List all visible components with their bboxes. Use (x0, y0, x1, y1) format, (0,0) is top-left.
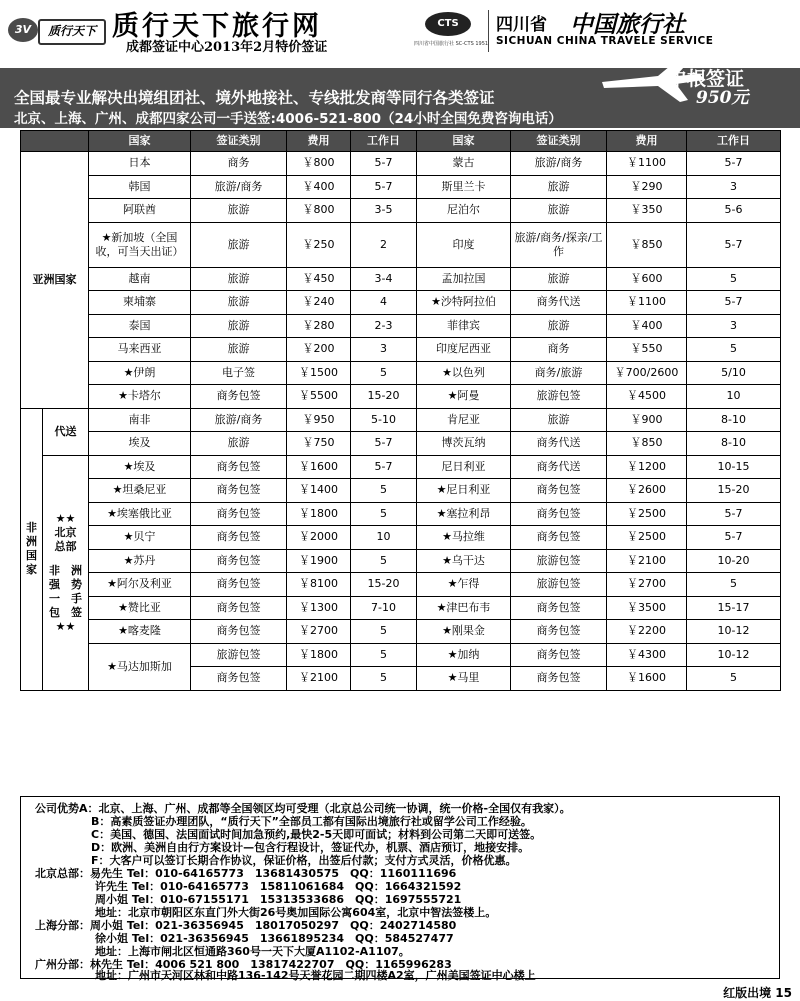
table-cell: ★津巴布韦 (417, 596, 511, 620)
table-header-cell: 费用 (287, 131, 351, 152)
table-cell: ★马拉维 (417, 526, 511, 550)
table-cell: ￥280 (287, 314, 351, 338)
table-cell: ￥2700 (607, 573, 687, 597)
table-cell: 3-4 (351, 267, 417, 291)
visa-price-table (20, 130, 780, 795)
page-number: 红版出境 15 (723, 986, 792, 1000)
table-cell: ￥600 (607, 267, 687, 291)
footer-contact-beijing-2: 许先生 Tel：010-64165773 15811061684 QQ：1664321592 (95, 880, 462, 893)
region-label-africa (21, 408, 43, 690)
subgroup-label-beijing-line: 北京 (54, 525, 77, 539)
table-cell: ★埃塞俄比亚 (89, 502, 191, 526)
table-cell: ￥1800 (287, 502, 351, 526)
table-cell: 旅游/商务/探亲/工作 (511, 222, 607, 267)
table-cell: 旅游 (511, 267, 607, 291)
table-cell: 5-10 (351, 408, 417, 432)
table-cell: ￥750 (287, 432, 351, 456)
table-cell: 商务包签 (511, 479, 607, 503)
table-cell: 商务包签 (191, 502, 287, 526)
region-label-africa-char: 家 (26, 563, 37, 576)
footer-contact-guangzhou: 广州分部：林先生 Tel：4006 521 800 13817422707 QQ：1165996283 (35, 958, 452, 971)
table-row (21, 455, 781, 479)
table-cell: ★贝宁 (89, 526, 191, 550)
table-cell: ￥4300 (607, 643, 687, 667)
table-cell: ￥290 (607, 175, 687, 199)
table-cell: 5 (687, 267, 781, 291)
table-cell: 商务包签 (191, 455, 287, 479)
table-cell: 2 (351, 222, 417, 267)
table-cell: ★加纳 (417, 643, 511, 667)
table-cell: 商务包签 (191, 479, 287, 503)
table-cell: 5-7 (351, 152, 417, 176)
brand-logo-mark: 3V (8, 18, 38, 42)
table-cell: 15-20 (351, 573, 417, 597)
table-cell: 3 (351, 338, 417, 362)
table-cell: ￥4500 (607, 385, 687, 409)
table-cell: 8-10 (687, 408, 781, 432)
table-cell: 5 (351, 502, 417, 526)
table-cell: ￥950 (287, 408, 351, 432)
table-row (21, 643, 781, 667)
subgroup-label-beijing-line: ★★ (55, 619, 76, 633)
table-cell: 5-7 (687, 526, 781, 550)
table-cell: ★赞比亚 (89, 596, 191, 620)
table-cell: 旅游 (191, 432, 287, 456)
table-row (21, 549, 781, 573)
table-row (21, 338, 781, 362)
table-cell: 泰国 (89, 314, 191, 338)
table-cell: 5-6 (687, 199, 781, 223)
table-cell: 旅游/商务 (511, 152, 607, 176)
table-cell: 商务/旅游 (511, 361, 607, 385)
table-row (21, 175, 781, 199)
table-cell: ￥700/2600 (607, 361, 687, 385)
brand-logo (8, 14, 103, 46)
table-cell: ★马达加斯加 (89, 643, 191, 690)
table-cell: ￥5500 (287, 385, 351, 409)
table-cell: ￥1200 (607, 455, 687, 479)
table-cell: ￥240 (287, 291, 351, 315)
table-cell: 商务包签 (191, 385, 287, 409)
table-row (21, 620, 781, 644)
table-row (21, 314, 781, 338)
table-row (21, 432, 781, 456)
table-cell: 旅游 (191, 199, 287, 223)
footer-line-advantage-f: F：大客户可以签订长期合作协议，保证价格，出签后付款；支付方式灵活，价格优惠。 (91, 854, 517, 867)
table-cell: ★刚果金 (417, 620, 511, 644)
table-cell: ￥250 (287, 222, 351, 267)
banner-slogan: 全国最专业解决出境组团社、境外地接社、专线批发商等同行各类签证 (14, 89, 495, 107)
table-cell: 旅游 (191, 267, 287, 291)
table-cell: 5-7 (687, 222, 781, 267)
footer-address-guangzhou: 地址：广州市天河区林和中路136-142号天誉花园二期四楼A2室，广州美国签证中心楼上 (95, 969, 536, 982)
table-header-cell: 工作日 (687, 131, 781, 152)
table-cell: 商务包签 (511, 620, 607, 644)
table-cell: 5 (351, 361, 417, 385)
company-info-footer (20, 796, 780, 982)
table-cell: ￥2000 (287, 526, 351, 550)
table-cell: ￥350 (607, 199, 687, 223)
table-cell: 旅游 (511, 314, 607, 338)
table-body (21, 152, 781, 691)
table-row (21, 361, 781, 385)
table-cell: 5-7 (687, 502, 781, 526)
table-cell: ★卡塔尔 (89, 385, 191, 409)
table-row (21, 408, 781, 432)
table-cell: 10-15 (687, 455, 781, 479)
table-cell: 柬埔寨 (89, 291, 191, 315)
table-cell: ￥3500 (607, 596, 687, 620)
table-cell: 5 (687, 338, 781, 362)
table-cell: 韩国 (89, 175, 191, 199)
table-cell: ￥800 (287, 152, 351, 176)
table-cell: 旅游包签 (511, 549, 607, 573)
footer-line-advantage-c: C：美国、德国、法国面试时间加急预约,最快2-5天即可面试；材料到公司第二天即可送签。 (91, 828, 542, 841)
table-cell: 商务代送 (511, 432, 607, 456)
table-cell: 旅游 (511, 175, 607, 199)
table-row (21, 267, 781, 291)
table-row (21, 596, 781, 620)
cts-logo-caption: 四川省中国旅行社 SC-CTS 1951 (414, 41, 489, 47)
table-cell: ￥1800 (287, 643, 351, 667)
table-header-cell: 费用 (607, 131, 687, 152)
header-divider (488, 10, 489, 52)
footer-address-shanghai: 地址：上海市闸北区恒通路360号一天下大厦A1102-A1107。 (95, 945, 410, 958)
table-cell: 5 (687, 573, 781, 597)
table-cell: ￥2500 (607, 526, 687, 550)
table-cell: ￥1600 (287, 455, 351, 479)
table-cell: 旅游 (191, 291, 287, 315)
cts-brand: 中国旅行社 (570, 11, 685, 38)
table-cell: 商务包签 (511, 643, 607, 667)
subgroup-label-beijing-line: 强 势 (49, 577, 82, 591)
table-cell: 5-7 (351, 455, 417, 479)
table-cell: ￥900 (607, 408, 687, 432)
region-label-africa-char: 非 (26, 521, 37, 534)
table-cell: ★苏丹 (89, 549, 191, 573)
table-header-cell: 签证类别 (191, 131, 287, 152)
table-row (21, 573, 781, 597)
table-cell: ￥400 (287, 175, 351, 199)
table-cell: 尼日利亚 (417, 455, 511, 479)
table-cell: 印度尼西亚 (417, 338, 511, 362)
table-header-cell: 国家 (89, 131, 191, 152)
table-cell: 3 (687, 314, 781, 338)
table-cell: ￥2200 (607, 620, 687, 644)
table-cell: ￥2500 (607, 502, 687, 526)
table-cell: 商务代送 (511, 291, 607, 315)
footer-contact-beijing-3: 周小姐 Tel：010-67155171 15313533686 QQ：1697555721 (95, 893, 462, 906)
table-cell: ★以色列 (417, 361, 511, 385)
table-cell: 商务包签 (191, 573, 287, 597)
table-cell: 电子签 (191, 361, 287, 385)
footer-line-advantage-d: D：欧洲、美洲自由行方案设计—包含行程设计，签证代办，机票、酒店预订，地接安排。 (91, 841, 530, 854)
table-cell: 阿联酋 (89, 199, 191, 223)
table-cell: ￥200 (287, 338, 351, 362)
table-cell: 商务包签 (511, 502, 607, 526)
table-header-region (21, 131, 89, 152)
table-cell: 5/10 (687, 361, 781, 385)
table-row (21, 222, 781, 267)
table-cell: 商务包签 (191, 549, 287, 573)
table-cell: ￥1300 (287, 596, 351, 620)
table-cell: ￥2100 (607, 549, 687, 573)
footer-address-beijing: 地址：北京市朝阳区东直门外大街26号奥加国际公寓604室，北京中智法签楼上。 (95, 906, 497, 919)
table-cell: 商务包签 (511, 667, 607, 691)
table-cell: 商务包签 (191, 596, 287, 620)
table-cell: 日本 (89, 152, 191, 176)
table-cell: ★坦桑尼亚 (89, 479, 191, 503)
footer-line-advantage-b: B：高素质签证办理团队，“质行天下”全部员工都有国际出境旅行社或留学公司工作经验。 (91, 815, 532, 828)
table-cell: 商务包签 (191, 667, 287, 691)
table-cell: 3 (687, 175, 781, 199)
table-row (21, 479, 781, 503)
table-cell: ★沙特阿拉伯 (417, 291, 511, 315)
table-cell: 10 (351, 526, 417, 550)
table-cell: 5 (351, 620, 417, 644)
subgroup-label-beijing-line (45, 554, 86, 564)
table-cell: ★塞拉利昂 (417, 502, 511, 526)
table-cell: ￥2700 (287, 620, 351, 644)
table-cell: 旅游 (511, 408, 607, 432)
schengen-visa-price: 950元 (696, 88, 749, 108)
subgroup-label-beijing-line: 总部 (54, 539, 77, 553)
table-cell: ￥800 (287, 199, 351, 223)
site-subtitle: 成都签证中心2013年2月特价签证 (126, 40, 328, 55)
table-cell: ￥1500 (287, 361, 351, 385)
table-cell: 15-20 (687, 479, 781, 503)
table-cell: 10-12 (687, 643, 781, 667)
table-cell: 商务 (511, 338, 607, 362)
table-cell: 旅游 (191, 222, 287, 267)
table-cell: ￥2100 (287, 667, 351, 691)
table-cell: ★马里 (417, 667, 511, 691)
table-cell: 3-5 (351, 199, 417, 223)
table-cell: 15-20 (351, 385, 417, 409)
table-cell: 5 (351, 667, 417, 691)
subgroup-label-beijing-line: ★★ (55, 511, 76, 525)
banner-hotline: 北京、上海、广州、成都四家公司一手送签:4006-521-800（24小时全国免费咨询电话） (14, 111, 562, 127)
table-cell: ￥450 (287, 267, 351, 291)
table-cell: 5-7 (351, 432, 417, 456)
table-cell: 8-10 (687, 432, 781, 456)
table-cell: ★阿曼 (417, 385, 511, 409)
cts-province: 四川省 (496, 15, 547, 35)
table-cell: 商务包签 (511, 596, 607, 620)
table-cell: 商务 (191, 152, 287, 176)
subgroup-label-beijing-line: 非 洲 (49, 563, 82, 577)
table-row (21, 502, 781, 526)
table-cell: 15-17 (687, 596, 781, 620)
table-cell: 5-7 (687, 152, 781, 176)
table-cell: ★阿尔及利亚 (89, 573, 191, 597)
table-cell: 5-7 (687, 291, 781, 315)
table-cell: 旅游包签 (511, 385, 607, 409)
table-cell: 2-3 (351, 314, 417, 338)
table-cell: 5 (687, 667, 781, 691)
table-cell: ￥1600 (607, 667, 687, 691)
table-cell: ★尼日利亚 (417, 479, 511, 503)
table-cell: 旅游包签 (191, 643, 287, 667)
table-cell: 10 (687, 385, 781, 409)
footer-line-advantage-a: 公司优势A：北京、上海、广州、成都等全国领区均可受理（北京总公司统一协调，统一价格-全国仅有我家）。 (35, 802, 571, 815)
table-cell: 旅游 (511, 199, 607, 223)
table-cell: 越南 (89, 267, 191, 291)
table-cell: 马来西亚 (89, 338, 191, 362)
table-cell: ★乍得 (417, 573, 511, 597)
brand-logo-text: 质行天下 (38, 19, 106, 45)
table-cell: 肯尼亚 (417, 408, 511, 432)
cts-english-name: SICHUAN CHINA TRAVELE SERVICE (496, 35, 714, 47)
table-cell: 旅游 (191, 338, 287, 362)
table-cell: 5 (351, 549, 417, 573)
table-cell: 4 (351, 291, 417, 315)
region-label-asia: 亚洲国家 (21, 152, 89, 409)
table-cell: 旅游 (191, 314, 287, 338)
table-cell: 南非 (89, 408, 191, 432)
region-label-africa-char: 国 (26, 549, 37, 562)
table-cell: ￥850 (607, 222, 687, 267)
table-row (21, 291, 781, 315)
table-cell: ￥400 (607, 314, 687, 338)
table-cell: ￥1900 (287, 549, 351, 573)
table-cell: ★喀麦隆 (89, 620, 191, 644)
table-cell: ★乌干达 (417, 549, 511, 573)
table-cell: 5 (351, 479, 417, 503)
subgroup-label-beijing-line: 一 手 (49, 591, 82, 605)
table-cell: ★新加坡（全国收，可当天出证） (89, 222, 191, 267)
table-cell: 菲律宾 (417, 314, 511, 338)
footer-contact-shanghai-2: 徐小姐 Tel：021-36356945 13661895234 QQ：584527477 (95, 932, 454, 945)
table-row (21, 152, 781, 176)
table-cell: ★埃及 (89, 455, 191, 479)
table-header-row (21, 131, 781, 152)
table-cell: 商务包签 (191, 620, 287, 644)
table-cell: 商务代送 (511, 455, 607, 479)
table-cell: ★伊朗 (89, 361, 191, 385)
table-cell: 印度 (417, 222, 511, 267)
table-cell: ￥2600 (607, 479, 687, 503)
table-row (21, 385, 781, 409)
subgroup-label-beijing-line: 包 签 (49, 605, 82, 619)
table-cell: ￥1100 (607, 152, 687, 176)
table-cell: 博茨瓦纳 (417, 432, 511, 456)
table-cell: ￥550 (607, 338, 687, 362)
table-cell: 旅游/商务 (191, 408, 287, 432)
table-cell: ￥1100 (607, 291, 687, 315)
table-cell: 5 (351, 643, 417, 667)
table-cell: 斯里兰卡 (417, 175, 511, 199)
table-header-cell: 国家 (417, 131, 511, 152)
table-cell: 尼泊尔 (417, 199, 511, 223)
table-header-cell: 签证类别 (511, 131, 607, 152)
subgroup-label-agency: 代送 (43, 408, 89, 455)
table-cell: ￥850 (607, 432, 687, 456)
region-label-africa-char: 洲 (26, 535, 37, 548)
cts-logo-icon: CTS (425, 12, 471, 36)
table-cell: 7-10 (351, 596, 417, 620)
table-cell: 5-7 (351, 175, 417, 199)
table-row (21, 526, 781, 550)
table-cell: ￥1400 (287, 479, 351, 503)
table-header-cell: 工作日 (351, 131, 417, 152)
table-cell: 蒙古 (417, 152, 511, 176)
table-cell: 10-20 (687, 549, 781, 573)
table-cell: 10-12 (687, 620, 781, 644)
footer-contact-beijing-1: 北京总部：易先生 Tel：010-64165773 13681430575 QQ：1160111696 (35, 867, 457, 880)
table-cell: 埃及 (89, 432, 191, 456)
site-title: 质行天下旅行网 (112, 11, 322, 42)
table-cell: 商务包签 (511, 526, 607, 550)
table-row (21, 199, 781, 223)
table-cell: ￥8100 (287, 573, 351, 597)
table-cell: 商务包签 (191, 526, 287, 550)
subgroup-label-beijing (43, 455, 89, 690)
table-cell: 旅游/商务 (191, 175, 287, 199)
schengen-visa-title: 申根签证 (668, 68, 745, 90)
footer-contact-shanghai-1: 上海分部：周小姐 Tel：021-36356945 18017050297 QQ：2402714580 (35, 919, 457, 932)
table-cell: 旅游包签 (511, 573, 607, 597)
table-cell: 孟加拉国 (417, 267, 511, 291)
